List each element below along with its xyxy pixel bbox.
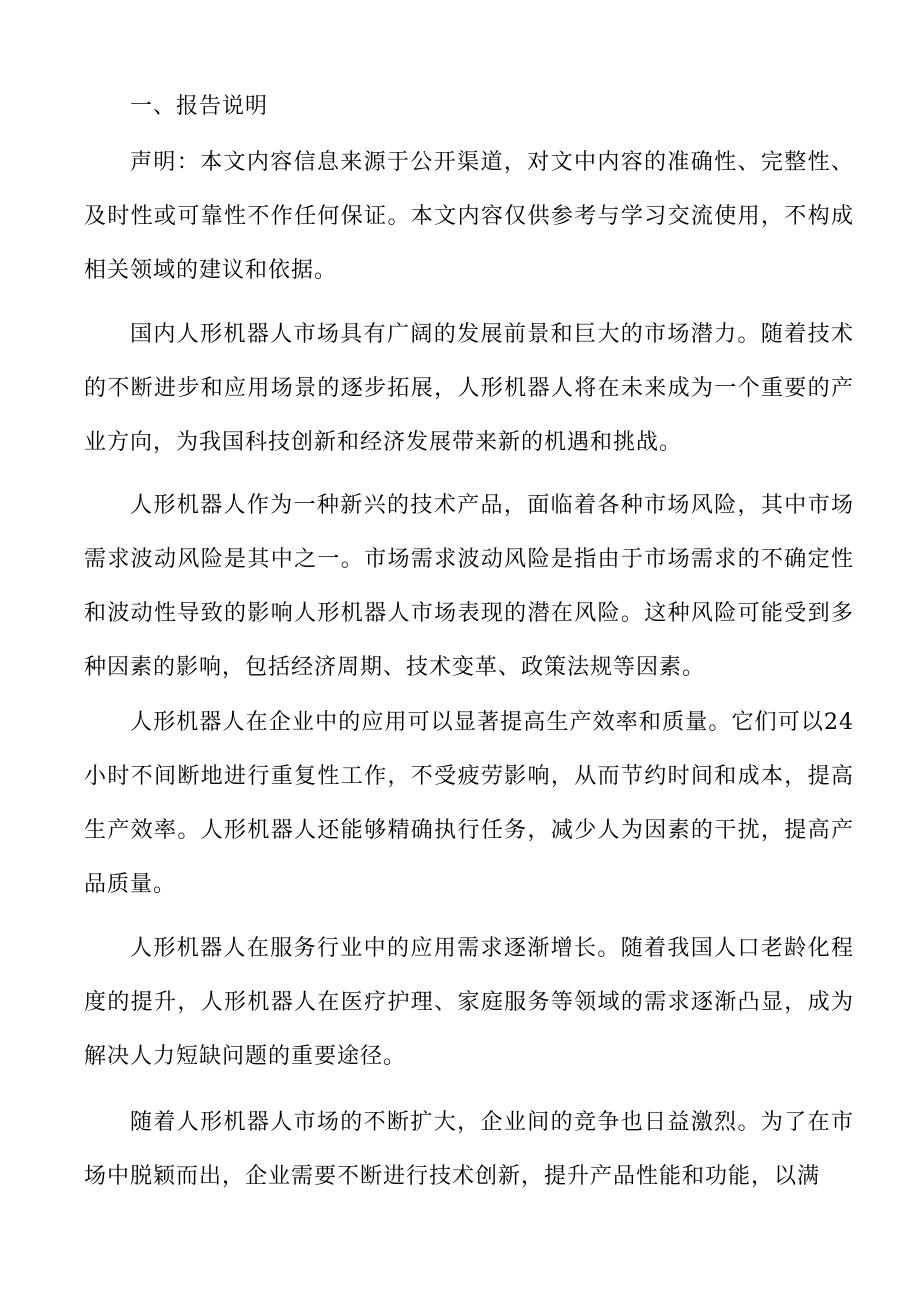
- enterprise-application-paragraph: 人形机器人在企业中的应用可以显著提高生产效率和质量。它们可以24小时不间断地进行重复性工作，不受疲劳影响，从而节约时间和成本，提高生产效率。人形机器人还能够精确执行任务，减少人为因素的干扰，提高产品质量。: [84, 710, 854, 897]
- market-risk-paragraph: 人形机器人作为一种新兴的技术产品，面临着各种市场风险，其中市场需求波动风险是其中之一。市场需求波动风险是指由于市场需求的不确定性和波动性导致的影响人形机器人市场表现的潜在风险。这种风险可能受到多种因素的影响，包括经济周期、技术变革、政策法规等因素。: [84, 493, 854, 680]
- market-outlook-paragraph: 国内人形机器人市场具有广阔的发展前景和巨大的市场潜力。随着技术的不断进步和应用场景的逐步拓展，人形机器人将在未来成为一个重要的产业方向，为我国科技创新和经济发展带来新的机遇和挑战。: [84, 322, 854, 455]
- disclaimer-paragraph: 声明：本文内容信息来源于公开渠道，对文中内容的准确性、完整性、及时性或可靠性不作任何保证。本文内容仅供参考与学习交流使用，不构成相关领域的建议和依据。: [84, 150, 854, 283]
- service-industry-paragraph: 人形机器人在服务行业中的应用需求逐渐增长。随着我国人口老龄化程度的提升，人形机器人在医疗护理、家庭服务等领域的需求逐渐凸显，成为解决人力短缺问题的重要途径。: [84, 936, 854, 1069]
- competition-paragraph: 随着人形机器人市场的不断扩大，企业间的竞争也日益激烈。为了在市场中脱颖而出，企业需要不断进行技术创新，提升产品性能和功能，以满: [84, 1110, 854, 1189]
- section-heading: 一、报告说明: [130, 94, 269, 119]
